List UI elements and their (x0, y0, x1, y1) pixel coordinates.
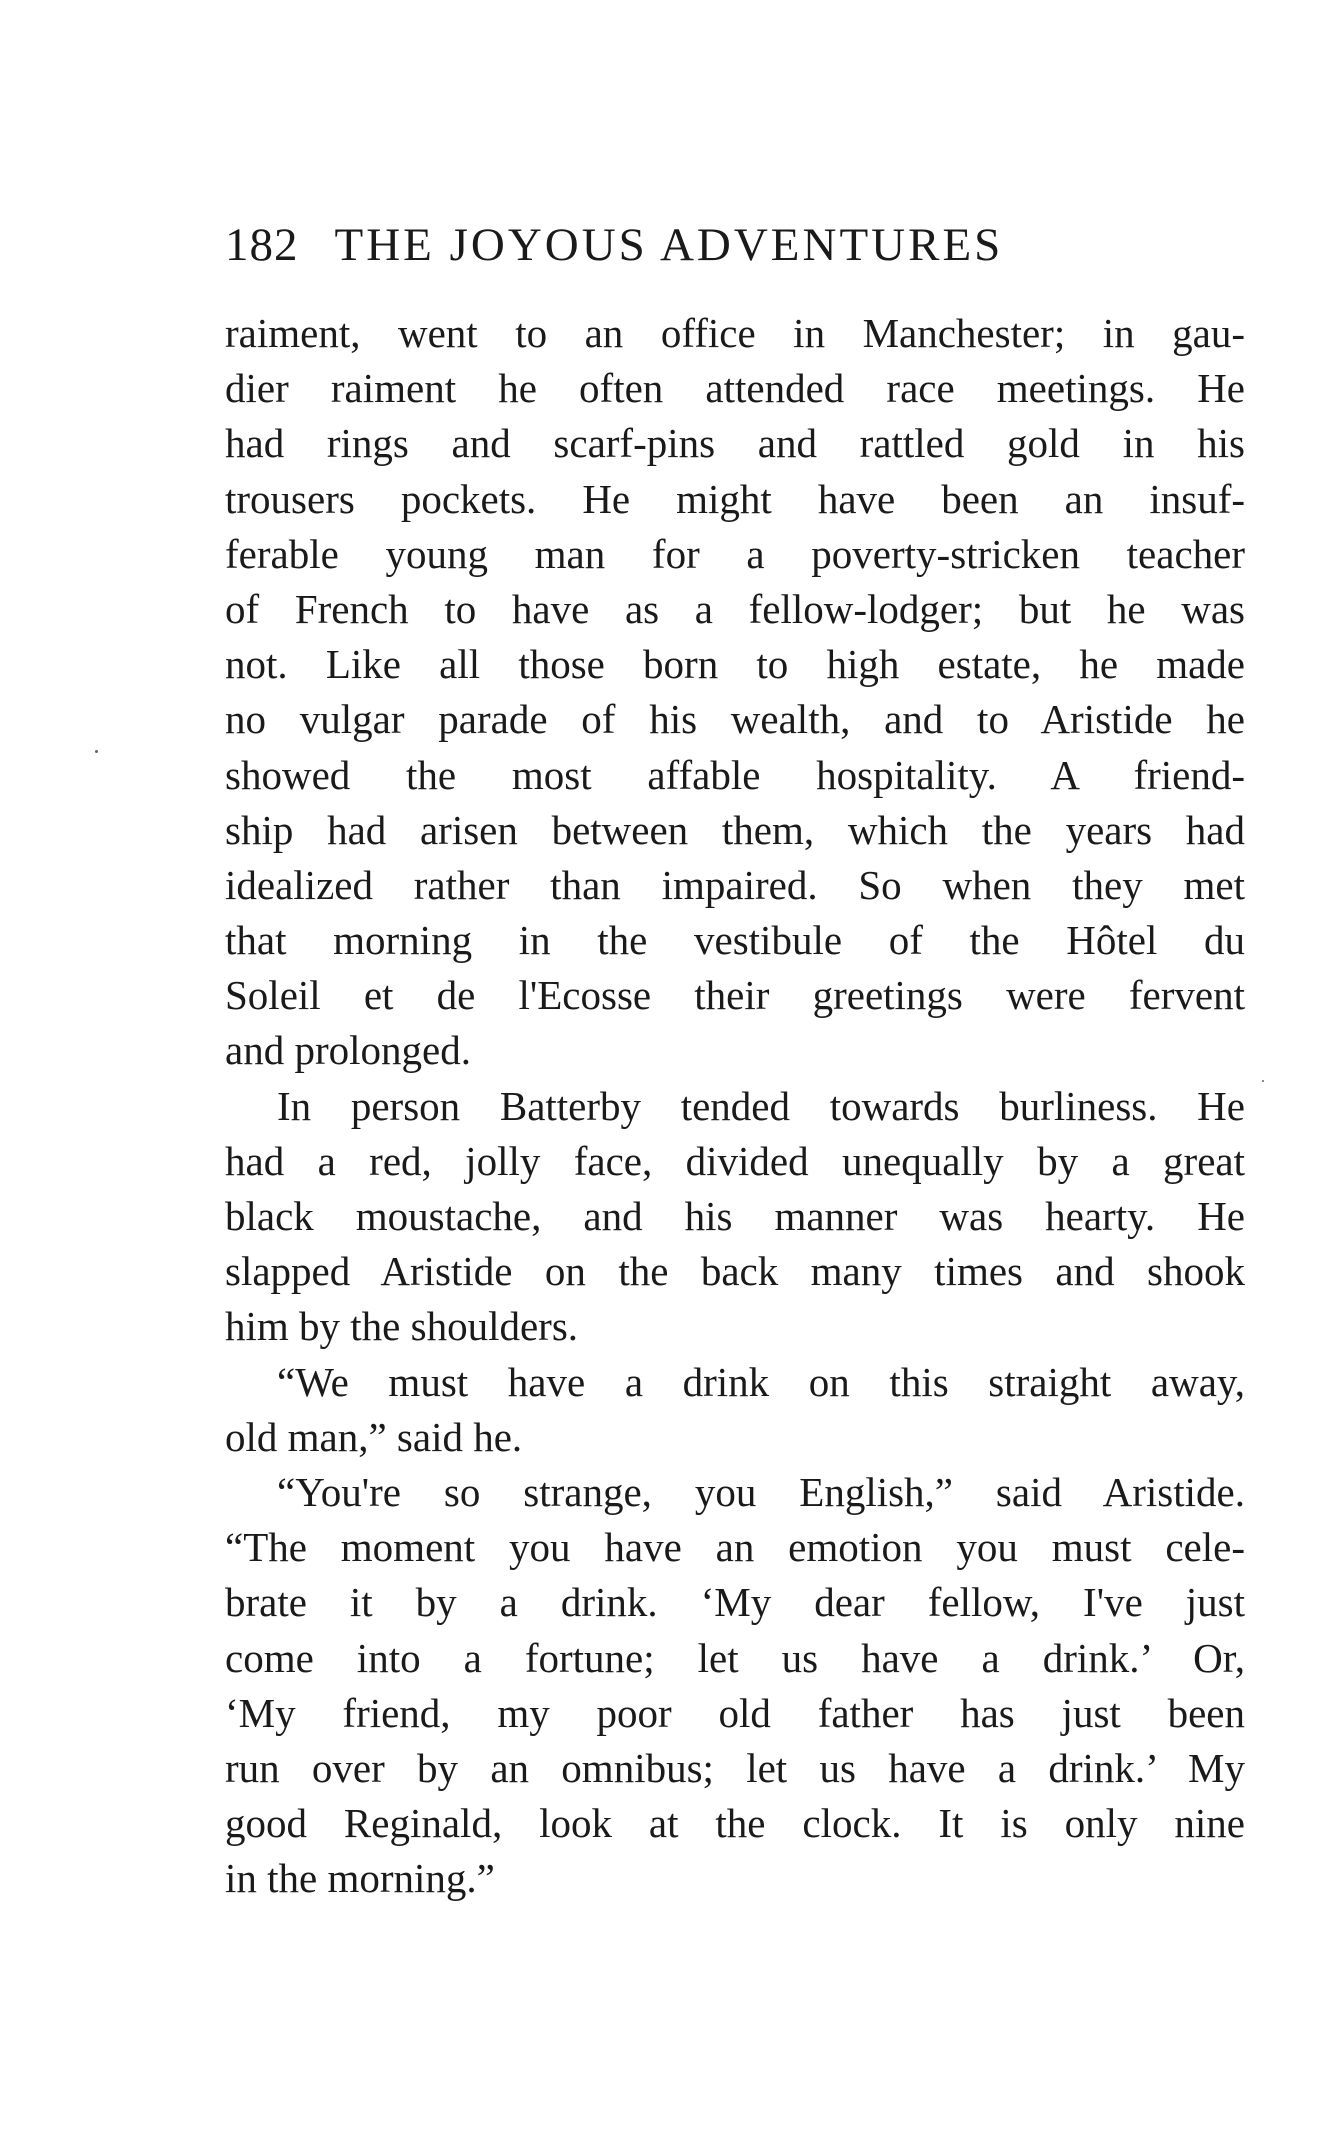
text-line: raiment, went to an office in Manchester; in gau- (225, 310, 1245, 356)
text-line: come into a fortune; let us have a drink.’ Or, (225, 1634, 1245, 1681)
paper-speck (95, 750, 98, 753)
text-line: him by the shoulders. (225, 1303, 579, 1350)
text-line: good Reginald, look at the clock. It is only nine (225, 1800, 1245, 1847)
running-head (225, 218, 1245, 278)
text-line: idealized rather than impaired. So when they met (225, 861, 1245, 908)
text-line: no vulgar parade of his wealth, and to Aristide he (225, 696, 1245, 743)
body-text (225, 306, 1245, 1906)
text-line: black moustache, and his manner was hearty. He (225, 1193, 1245, 1239)
text-line: showed the most affable hospitality. A friend- (225, 751, 1245, 798)
text-line: had rings and scarf-pins and rattled gold in his (225, 420, 1245, 467)
paper-speck (1262, 1080, 1264, 1082)
paragraph-start-line: In person Batterby tended towards burliness. He (277, 1082, 1245, 1129)
text-line: ferable young man for a poverty-stricken teacher (225, 530, 1245, 577)
text-line: of French to have as a fellow-lodger; but he was (225, 585, 1245, 632)
paragraph-start-line: “We must have a drink on this straight away, (277, 1358, 1245, 1405)
text-line: and prolonged. (225, 1027, 471, 1074)
text-line: Soleil et de l'Ecosse their greetings were fervent (225, 972, 1245, 1019)
text-line: old man,” said he. (225, 1413, 523, 1460)
text-line: trousers pockets. He might have been an insuf- (225, 475, 1245, 522)
text-line: that morning in the vestibule of the Hôtel du (225, 917, 1245, 964)
text-line: slapped Aristide on the back many times and shook (225, 1248, 1245, 1295)
text-line: “The moment you have an emotion you must cele- (225, 1524, 1245, 1571)
text-line: dier raiment he often attended race meetings. He (225, 365, 1245, 412)
text-line: run over by an omnibus; let us have a drink.’ My (225, 1744, 1245, 1791)
text-line: not. Like all those born to high estate, he made (225, 641, 1245, 688)
book-page (225, 0, 1245, 2152)
page-number: 182 (225, 219, 299, 271)
paragraph-start-line: “You're so strange, you English,” said Aristide. (277, 1468, 1245, 1515)
text-line: ‘My friend, my poor old father has just been (225, 1689, 1245, 1736)
text-line: ship had arisen between them, which the years had (225, 806, 1245, 853)
text-line: in the morning.” (225, 1855, 495, 1902)
book-title: THE JOYOUS ADVENTURES (334, 219, 1004, 271)
text-line: brate it by a drink. ‘My dear fellow, I've just (225, 1579, 1245, 1626)
text-line: had a red, jolly face, divided unequally by a great (225, 1137, 1245, 1184)
